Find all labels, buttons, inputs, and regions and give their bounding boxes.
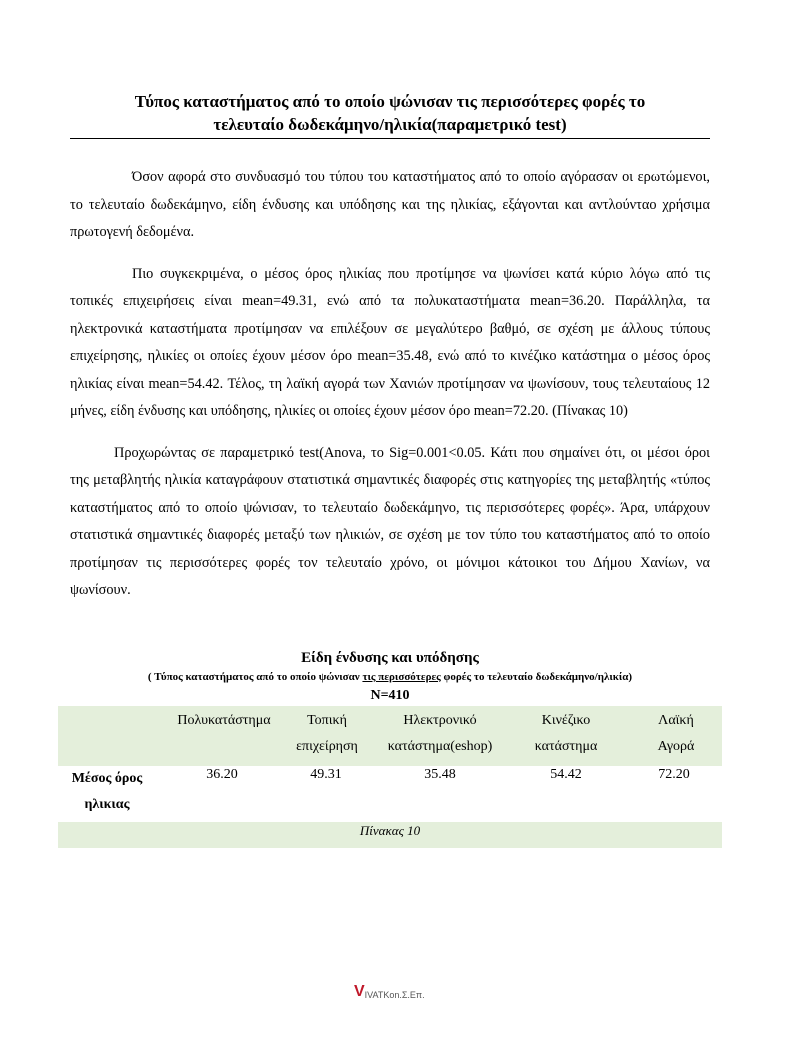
column-header-department-store bbox=[162, 708, 286, 734]
section-heading bbox=[70, 90, 710, 136]
column-header-street-market bbox=[632, 708, 720, 760]
table-row bbox=[58, 766, 722, 822]
column-header-chinese-store bbox=[514, 708, 618, 760]
table-header-row bbox=[58, 706, 722, 766]
column-header-line: Τοπική bbox=[307, 713, 347, 728]
column-header-line: Ηλεκτρονικό bbox=[403, 713, 477, 728]
table-caption-row bbox=[58, 822, 722, 848]
column-header-line: Κινέζικο bbox=[541, 713, 591, 728]
value-department-store: 36.20 bbox=[206, 767, 238, 782]
row-label-line: ηλικιας bbox=[84, 797, 130, 812]
paragraph-3: Προχωρώντας σε παραμετρικό test(Anova, το Sig=0.001<0.05. Κάτι που σημαίνει ότι, οι μέσοι όροι της μεταβλητής ηλικία καταγράφουν στατιστικά σημαντικές διαφορές στις κατηγορίες της μεταβλητής «τύπος καταστήματος από το οποίο ψώνισαν, το τελευταίο δωδεκάμηνο, τις περισσότερες φορές». Άρα, υπάρχουν στατιστικά σημαντικές διαφορές μεταξύ των ηλικιών, σε σχέση με τον τύπο του καταστήματος από το οποίο προτίμησαν τις περισσότερες φορές τον τελευταίο χρόνο, οι μόνιμοι κάτοικοι του Δήμου Χανίων, να ψωνίσουν. bbox=[70, 444, 710, 598]
heading-divider bbox=[70, 138, 710, 139]
row-label bbox=[58, 766, 156, 818]
table-caption: Πίνακας 10 bbox=[359, 823, 421, 838]
value-eshop: 35.48 bbox=[424, 767, 456, 782]
column-header-line: Πολυκατάστημα bbox=[177, 713, 271, 728]
heading-line-2: τελευταίο δωδεκάμηνο/ηλικία(παραμετρικό test) bbox=[213, 115, 567, 134]
column-header-local-business bbox=[284, 708, 370, 760]
column-header-line: κατάστημα bbox=[534, 739, 598, 754]
table-subtitle-end: φορές το τελευταίο δωδεκάμηνο/ηλικία) bbox=[440, 671, 633, 683]
table-title: Είδη ένδυσης και υπόδησης bbox=[301, 650, 479, 666]
heading-line-1: Τύπος καταστήματος από το οποίο ψώνισαν τις περισσότερες φορές το bbox=[134, 92, 646, 111]
paragraph-1: Όσον αφορά στο συνδυασμό του τύπου του καταστήματος από το οποίο αγόρασαν οι ερωτώμενοι, το τελευταίο δωδεκάμηνο, είδη ένδυσης και υπόδησης και της ηλικίας, εξάγονται και αντλούνταο χρήσιμα πρωτογενή δεδομένα. bbox=[70, 169, 710, 240]
column-header-line: Αγορά bbox=[657, 739, 695, 754]
column-header-eshop bbox=[374, 708, 506, 760]
logo-mark: V bbox=[354, 983, 365, 1000]
table-subtitle-underlined: τις περισσότερες bbox=[362, 671, 441, 683]
column-header-line: επιχείρηση bbox=[296, 739, 358, 754]
column-header-line: Λαϊκή bbox=[658, 713, 694, 728]
footer-logo bbox=[354, 980, 425, 1000]
value-local-business: 49.31 bbox=[310, 767, 342, 782]
table-subtitle bbox=[58, 669, 722, 685]
paragraph-2: Πιο συγκεκριμένα, ο μέσος όρος ηλικίας που προτίμησε να ψωνίσει κατά κύριο λόγω από τις τοπικές επιχειρήσεις είναι mean=49.31, ενώ από τα πολυκαταστήματα mean=36.20. Παράλληλα, τα ηλεκτρονικά καταστήματα προτίμησαν να επιλέξουν σε μεγαλύτερο βαθμό, σε σχέση με άλλους τύπους επιχείρησης, ηλικίες οι οποίες έχουν μέσον όρο mean=35.48, ενώ από το κινέζικο κατάστημα ο μέσος όρος ηλικίας είναι mean=54.42. Τέλος, τη λαϊκή αγορά των Χανιών προτίμησαν να ψωνίσουν, τους τελευταίους 12 μήνες, είδη ένδυσης και υπόδησης, ηλικίες οι οποίες έχουν μέσον όρο mean=72.20. (Πίνακας 10) bbox=[70, 265, 710, 419]
value-street-market: 72.20 bbox=[658, 767, 690, 782]
row-label-line: Μέσος όρος bbox=[71, 771, 143, 786]
table-subtitle-start: ( Τύπος καταστήματος από το οποίο ψώνισαν bbox=[147, 671, 363, 683]
table-sample-size: N=410 bbox=[370, 688, 410, 703]
body-text bbox=[70, 164, 710, 619]
column-header-line: κατάστημα(eshop) bbox=[387, 739, 493, 754]
value-chinese-store: 54.42 bbox=[550, 767, 582, 782]
logo-text: IVATKon.Σ.Επ. bbox=[364, 990, 425, 1000]
